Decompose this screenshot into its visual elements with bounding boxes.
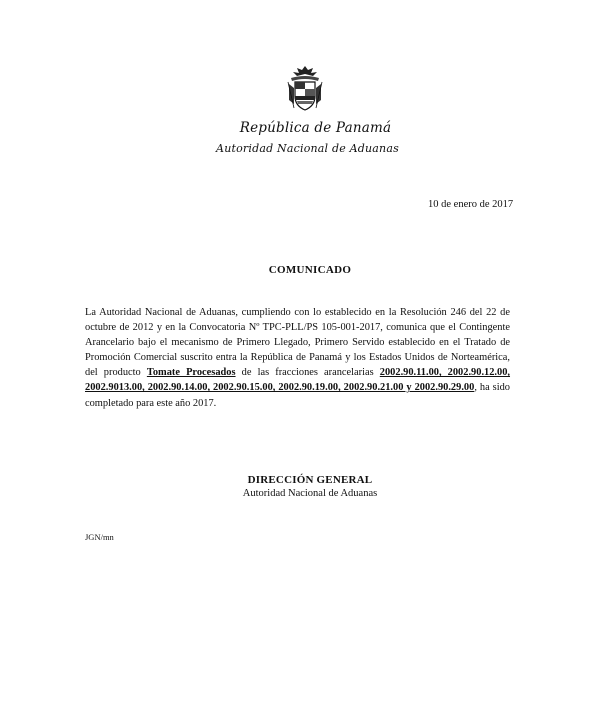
body-text-part-3: , ha sido completado para este año 2017. bbox=[85, 382, 510, 409]
body-text-part-2: de las fracciones arancelarias bbox=[235, 367, 380, 379]
tariff-codes: 2002.90.11.00, 2002.90.12.00, 2002.9013.00, 2002.90.14.00, 2002.90.15.00, 2002.90.19.00, 2002.90.21.00 y 2002.90.29.00 bbox=[85, 367, 511, 394]
letterhead-agency: Autoridad Nacional de Aduanas bbox=[216, 142, 399, 155]
letterhead-country: República de Panamá bbox=[239, 120, 392, 136]
signature-subtitle: Autoridad Nacional de Aduanas bbox=[242, 488, 378, 499]
document-heading: COMUNICADO bbox=[268, 264, 352, 276]
document-body bbox=[85, 305, 510, 411]
product-name: Tomate Procesados bbox=[146, 367, 236, 379]
signature-title: DIRECCIÓN GENERAL bbox=[247, 474, 373, 486]
body-text-part-1: La Autoridad Nacional de Aduanas, cumpliendo con lo establecido en la Resolución 246 del 22 de octubre de 2012 y en la Convocatoria Nº TPC-PLL/PS 105-001-2017, comunica que el Contingente Arancelario bajo el mecanismo de Primero Llegado, Primero Servido establecido en el Tratado de Promoción Comercial suscrito entra la República de Panamá y los Estados Unidos de Norteamérica, del producto bbox=[85, 307, 510, 379]
reference-initials: JGN/mn bbox=[85, 532, 114, 542]
coat-of-arms-icon bbox=[285, 64, 325, 112]
document-date: 10 de enero de 2017 bbox=[428, 199, 514, 210]
